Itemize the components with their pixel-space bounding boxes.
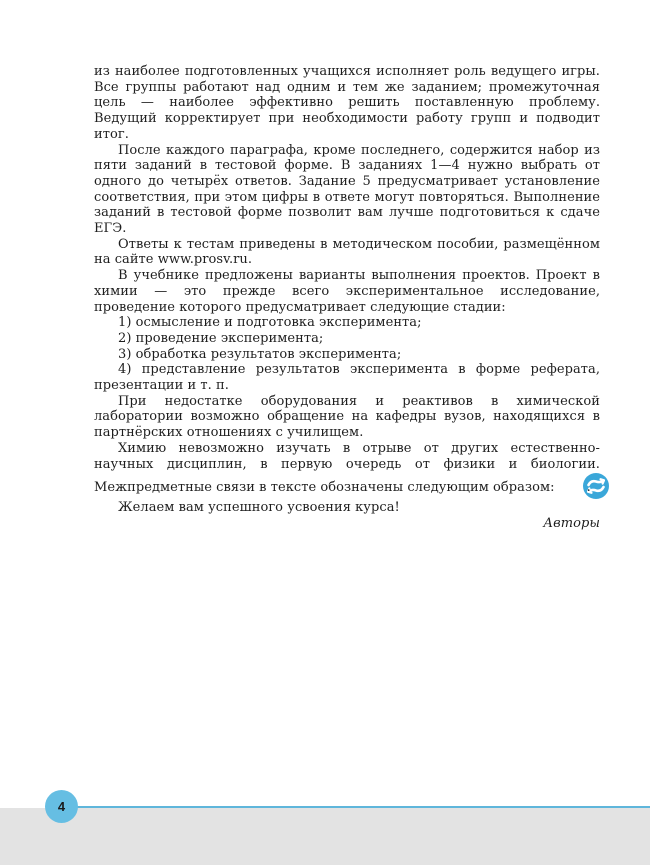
footer-band (0, 808, 650, 865)
paragraph-tests: После каждого параграфа, кроме последнего, содержится набор из пяти заданий в тестовой форме. В заданиях 1—4 нужно выбрать от одного до четырёх ответов. Задание 5 предусматривает установление соответствия, при этом цифры в ответе могут повторяться. Выполнение заданий в тестовой форме позволит вам лучше подготовиться к сдаче ЕГЭ. (94, 142, 600, 237)
stage-item-1: 1) осмысление и подготовка эксперимента; (118, 315, 422, 331)
paragraph-wish: Желаем вам успешного усвоения курса! (118, 500, 400, 516)
interdisciplinary-text: Химию невозможно изучать в отрыве от других естественно-научных дисциплин, в первую очередь от физики и биологии. Межпредметные связи в тексте обозначены следующим образом: (94, 440, 600, 496)
paragraph-interdisciplinary (94, 441, 600, 500)
paragraph-continuation: из наиболее подготовленных учащихся исполняет роль ведущего игры. Все группы работают над одним и тем же заданием; промежуточная цель — наиболее эффективно решить поставленную проблему. Ведущий корректирует при необходимости работу групп и подводит итог. (94, 64, 600, 142)
stage-item-3: 3) обработка результатов эксперимента; (118, 346, 402, 362)
stage-item-2: 2) проведение эксперимента; (118, 330, 324, 346)
body-text (94, 64, 600, 532)
footer-divider (60, 806, 650, 808)
interdisciplinary-link-icon (558, 472, 586, 500)
authors-signature: Авторы (543, 515, 600, 531)
paragraph-equipment: При недостатке оборудования и реактивов в химической лаборатории возможно обращение на кафедры вузов, находящихся в партнёрских отношениях с училищем. (94, 393, 600, 441)
interdisciplinary-period: . (586, 480, 591, 496)
stage-item-4: 4) представление результатов эксперимента в форме реферата, презентации и т. п. (94, 362, 600, 394)
page-number: 4 (45, 790, 78, 823)
paragraph-projects: В учебнике предложены варианты выполнения проектов. Проект в химии — это прежде всего экспериментальное исследование, проведение которого предусматривает следующие стадии: (94, 268, 600, 315)
paragraph-answers: Ответы к тестам приведены в методическом пособии, размещённом на сайте www.prosv.ru. (94, 236, 600, 268)
